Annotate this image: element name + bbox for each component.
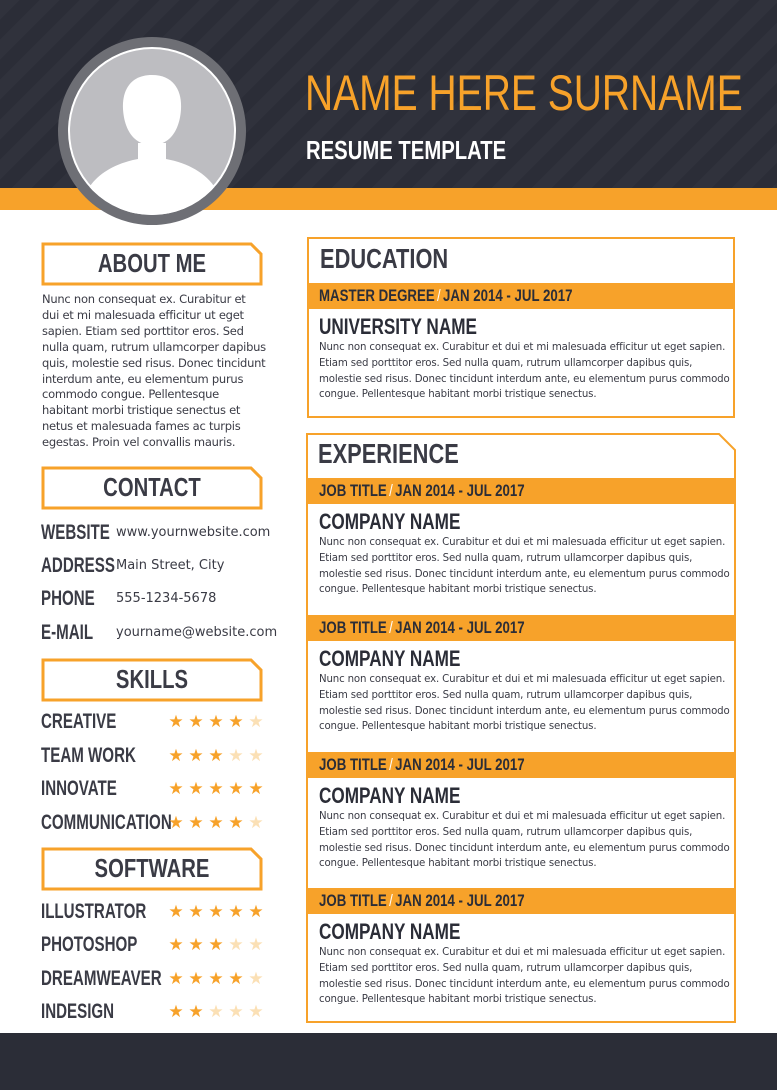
star-empty-icon: ★ [208, 1002, 224, 1022]
job-period: JAN 2014 - JUL 2017 [395, 481, 525, 500]
about-text: Nunc non consequat ex. Curabitur et dui et mi malesuada efficitur ut eget sapien. Etiam sed porttitor eros. Sed nulla quam, rutrum ullamcorper dapibus quis, molestie sed risus. Donec tincidunt interdum ante, eu elementum purus commodo congue. Pellentesque habitant morbi tristique senectus et netus et malesuada fames ac turpis egestas. Proin vel convallis mauris. [42, 292, 266, 450]
star-empty-icon: ★ [248, 813, 264, 833]
star-filled-icon: ★ [228, 779, 244, 799]
star-filled-icon: ★ [208, 969, 224, 989]
star-filled-icon: ★ [168, 902, 184, 922]
contact-title: CONTACT [103, 472, 201, 502]
job-bar: JOB TITLE / JAN 2014 - JUL 2017 [307, 615, 735, 641]
resume-name: NAME HERE SURNAME [305, 65, 743, 121]
email-value[interactable]: yourname@website.com [116, 625, 278, 640]
star-filled-icon: ★ [208, 712, 224, 732]
star-filled-icon: ★ [188, 1002, 204, 1022]
software-title: SOFTWARE [94, 853, 210, 883]
job-description: Nunc non consequat ex. Curabitur et dui et mi malesuada efficitur ut eget sapien. Etiam sed porttitor eros. Sed nulla quam, rutrum ullamcorper dapibus quis, molestie sed risus. Donec tincidunt interdum ante, eu elementum purus commodo congue. Pellentesque habitant morbi tristique senectus. [319, 947, 730, 1006]
job-description: Nunc non consequat ex. Curabitur et dui et mi malesuada efficitur ut eget sapien. Etiam sed porttitor eros. Sed nulla quam, rutrum ullamcorper dapibus quis, molestie sed risus. Donec tincidunt interdum ante, eu elementum purus commodo congue. Pellentesque habitant morbi tristique senectus. [319, 674, 730, 733]
phone-value: 555-1234-5678 [116, 591, 217, 606]
star-empty-icon: ★ [228, 935, 244, 955]
degree-period: JAN 2014 - JUL 2017 [443, 286, 573, 305]
software-row [41, 900, 269, 924]
star-filled-icon: ★ [188, 813, 204, 833]
skills-section-header [41, 658, 263, 702]
skill-rating [166, 712, 266, 732]
contact-label: PHONE [41, 587, 95, 610]
education-description: Nunc non consequat ex. Curabitur et dui et mi malesuada efficitur ut eget sapien. Etiam sed porttitor eros. Sed nulla quam, rutrum ullamcorper dapibus quis, molestie sed risus. Donec tincidunt interdum ante, eu elementum purus commodo congue. Pellentesque habitant morbi tristique senectus. [319, 342, 730, 401]
avatar [68, 47, 236, 215]
footer-band [0, 1033, 777, 1090]
company-name: COMPANY NAME [319, 509, 461, 534]
company-name: COMPANY NAME [319, 646, 461, 671]
job-bar: JOB TITLE / JAN 2014 - JUL 2017 [307, 478, 735, 504]
school-name: UNIVERSITY NAME [319, 314, 477, 339]
star-filled-icon: ★ [188, 935, 204, 955]
job-period: JAN 2014 - JUL 2017 [395, 891, 525, 910]
skill-rating [166, 779, 266, 799]
experience-title: EXPERIENCE [318, 438, 459, 469]
star-filled-icon: ★ [208, 902, 224, 922]
star-empty-icon: ★ [248, 1002, 264, 1022]
skill-label: TEAM WORK [41, 744, 136, 767]
star-filled-icon: ★ [228, 902, 244, 922]
software-row [41, 1000, 269, 1024]
education-title: EDUCATION [320, 243, 449, 274]
software-label: PHOTOSHOP [41, 933, 138, 956]
skill-label: INNOVATE [41, 777, 117, 800]
software-section-header [41, 847, 263, 891]
skill-rating [166, 813, 266, 833]
company-name: COMPANY NAME [319, 783, 461, 808]
contact-label: WEBSITE [41, 521, 110, 544]
star-filled-icon: ★ [168, 969, 184, 989]
education-degree-bar: MASTER DEGREE / JAN 2014 - JUL 2017 [307, 283, 735, 309]
contact-row-address [41, 554, 271, 578]
star-filled-icon: ★ [228, 712, 244, 732]
skill-row [41, 744, 269, 768]
star-filled-icon: ★ [168, 813, 184, 833]
star-filled-icon: ★ [208, 746, 224, 766]
job-description: Nunc non consequat ex. Curabitur et dui et mi malesuada efficitur ut eget sapien. Etiam sed porttitor eros. Sed nulla quam, rutrum ullamcorper dapibus quis, molestie sed risus. Donec tincidunt interdum ante, eu elementum purus commodo congue. Pellentesque habitant morbi tristique senectus. [319, 537, 730, 596]
software-label: INDESIGN [41, 1000, 115, 1023]
software-rating [166, 1002, 266, 1022]
star-filled-icon: ★ [208, 779, 224, 799]
skill-label: COMMUNICATION [41, 811, 172, 834]
address-value: Main Street, City [116, 558, 225, 573]
skill-row [41, 710, 269, 734]
star-empty-icon: ★ [248, 712, 264, 732]
contact-row-phone [41, 587, 271, 611]
contact-row-email [41, 621, 278, 645]
contact-label: ADDRESS [41, 554, 115, 577]
software-rating [166, 902, 266, 922]
software-label: DREAMWEAVER [41, 967, 162, 990]
job-bar: JOB TITLE / JAN 2014 - JUL 2017 [307, 888, 735, 914]
star-empty-icon: ★ [248, 969, 264, 989]
degree-label: MASTER DEGREE [319, 286, 435, 305]
about-section-header [41, 242, 263, 286]
star-filled-icon: ★ [188, 969, 204, 989]
star-filled-icon: ★ [168, 746, 184, 766]
star-filled-icon: ★ [168, 1002, 184, 1022]
software-label: ILLUSTRATOR [41, 900, 147, 923]
job-title: JOB TITLE [319, 481, 387, 500]
job-description: Nunc non consequat ex. Curabitur et dui et mi malesuada efficitur ut eget sapien. Etiam sed porttitor eros. Sed nulla quam, rutrum ullamcorper dapibus quis, molestie sed risus. Donec tincidunt interdum ante, eu elementum purus commodo congue. Pellentesque habitant morbi tristique senectus. [319, 811, 730, 870]
job-bar: JOB TITLE / JAN 2014 - JUL 2017 [307, 752, 735, 778]
website-value[interactable]: www.yournwebsite.com [116, 525, 271, 540]
star-filled-icon: ★ [248, 902, 264, 922]
star-empty-icon: ★ [248, 746, 264, 766]
skill-row [41, 811, 269, 835]
job-title: JOB TITLE [319, 618, 387, 637]
company-name: COMPANY NAME [319, 919, 461, 944]
contact-row-website [41, 521, 271, 545]
skill-rating [166, 746, 266, 766]
star-empty-icon: ★ [228, 746, 244, 766]
star-filled-icon: ★ [188, 902, 204, 922]
star-empty-icon: ★ [248, 935, 264, 955]
resume-subtitle: RESUME TEMPLATE [306, 135, 507, 165]
skills-title: SKILLS [115, 664, 189, 694]
star-filled-icon: ★ [188, 779, 204, 799]
software-row [41, 967, 269, 991]
star-filled-icon: ★ [188, 712, 204, 732]
skill-row [41, 777, 269, 801]
software-rating [166, 935, 266, 955]
star-filled-icon: ★ [248, 779, 264, 799]
star-filled-icon: ★ [168, 779, 184, 799]
skill-label: CREATIVE [41, 710, 117, 733]
star-filled-icon: ★ [168, 712, 184, 732]
star-filled-icon: ★ [168, 935, 184, 955]
about-title: ABOUT ME [97, 248, 207, 278]
job-period: JAN 2014 - JUL 2017 [395, 755, 525, 774]
contact-section-header [41, 466, 263, 510]
star-filled-icon: ★ [228, 969, 244, 989]
person-silhouette-icon [68, 47, 236, 215]
job-title: JOB TITLE [319, 891, 387, 910]
software-row [41, 933, 269, 957]
job-period: JAN 2014 - JUL 2017 [395, 618, 525, 637]
star-filled-icon: ★ [188, 746, 204, 766]
software-rating [166, 969, 266, 989]
job-title: JOB TITLE [319, 755, 387, 774]
star-empty-icon: ★ [228, 1002, 244, 1022]
star-filled-icon: ★ [208, 935, 224, 955]
contact-label: E-MAIL [41, 621, 94, 644]
star-filled-icon: ★ [208, 813, 224, 833]
star-filled-icon: ★ [228, 813, 244, 833]
